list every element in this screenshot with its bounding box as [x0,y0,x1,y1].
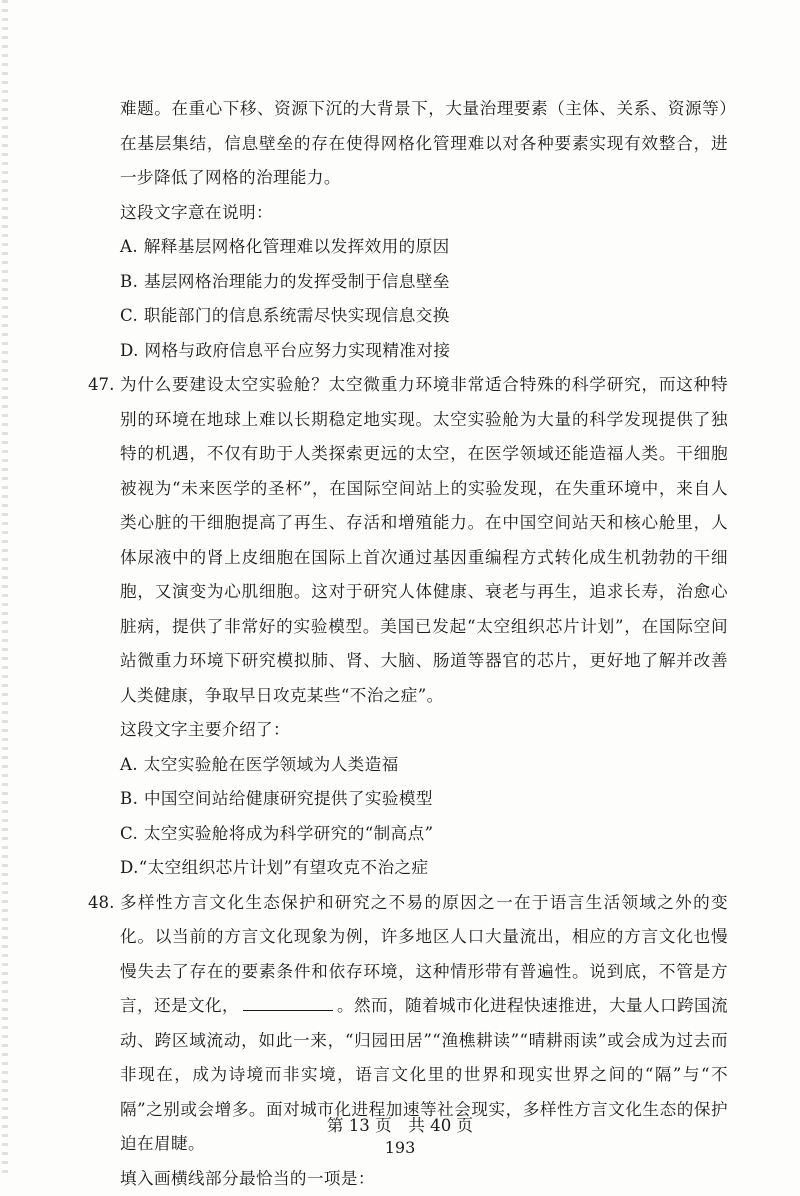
q46-passage-tail: 难题。在重心下移、资源下沉的大背景下，大量治理要素（主体、关系、资源等）在基层集结，信息壁垒的存在使得网格化管理难以对各种要素实现有效整合，进一步降低了网格的治理能力。 [88,92,728,196]
q47-passage: 为什么要建设太空实验舱？太空微重力环境非常适合特殊的科学研究，而这种特别的环境在地球上难以长期稳定地实现。太空实验舱为大量的科学发现提供了独特的机遇，不仅有助于人类探索更远的太空，在医学领域还能造福人类。干细胞被视为“未来医学的圣杯”，在国际空间站上的实验发现，在失重环境中，来自人类心脏的干细胞提高了再生、存活和增殖能力。在中国空间站天和核心舱里，人体尿液中的肾上皮细胞在国际上首次通过基因重编程方式转化成生机勃勃的干细胞，又演变为心肌细胞。这对于研究人体健康、衰老与再生，追求长寿，治愈心脏病，提供了非常好的实验模型。美国已发起“太空组织芯片计划”，在国际空间站微重力环境下研究模拟肺、肾、大脑、肠道等器官的芯片，更好地了解并改善人类健康，争取早日攻克某些“不治之症”。 [120,368,728,713]
q46-prompt: 这段文字意在说明： [88,196,728,231]
page-content [88,92,728,1196]
q47-option-a: A. 太空实验舱在医学领域为人类造福 [88,748,728,783]
q48-passage-after-blank: 。然而，随着城市化进程快速推进，大量人口跨国流动、跨区域流动，如此一来，“归园田居”“渔樵耕读”“晴耕雨读”或会成为过去而非现在，成为诗境而非实境，语言文化里的世界和现实世界之间的“隔”与“不隔”之别或会增多。面对城市化进程加速等社会现实，多样性方言文化生态的保护迫在眉睫。 [120,996,728,1153]
page-label: 第 13 页 共 40 页 [0,1112,800,1136]
q46-option-d: D. 网格与政府信息平台应努力实现精准对接 [88,334,728,369]
q47-number: 47. [88,368,114,403]
q46-option-a: A. 解释基层网格化管理难以发挥效用的原因 [88,230,728,265]
q47-option-d: D.“太空组织芯片计划”有望攻克不治之症 [88,851,728,886]
question-47 [88,368,728,886]
binding-edge-marks [2,0,8,1174]
q47-option-c: C. 太空实验舱将成为科学研究的“制高点” [88,817,728,852]
answer-blank [243,992,333,1011]
q48-prompt: 填入画横线部分最恰当的一项是： [88,1162,728,1196]
question-46 [88,92,728,368]
page-number: 193 [0,1138,800,1157]
q46-option-b: B. 基层网格治理能力的发挥受制于信息壁垒 [88,265,728,300]
q48-number: 48. [88,886,114,921]
q47-prompt: 这段文字主要介绍了： [88,713,728,748]
q46-option-c: C. 职能部门的信息系统需尽快实现信息交换 [88,299,728,334]
q47-option-b: B. 中国空间站给健康研究提供了实验模型 [88,782,728,817]
q48-passage-before-blank: 多样性方言文化生态保护和研究之不易的原因之一在于语言生活领域之外的变化。以当前的方言文化现象为例，许多地区人口大量流出，相应的方言文化也慢慢失去了存在的要素条件和依存环境，这种情形带有普遍性。说到底，不管是方言，还是文化， [120,893,728,1016]
